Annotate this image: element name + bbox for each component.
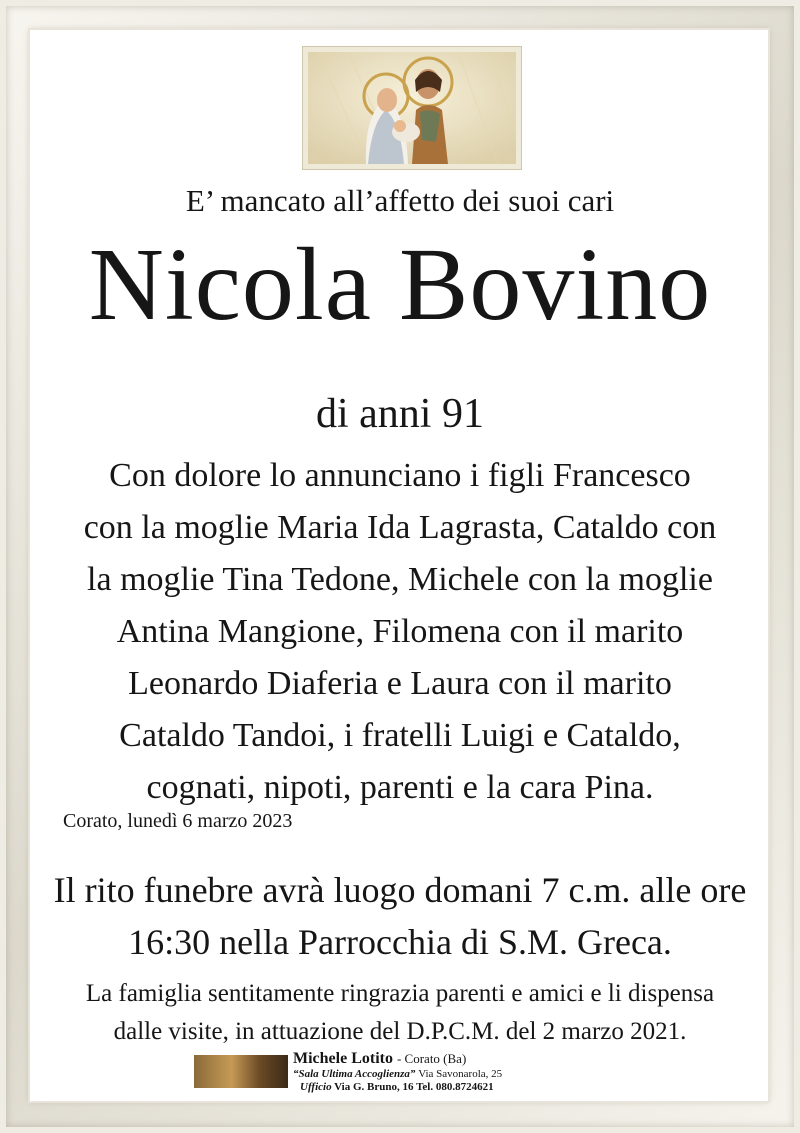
company-city: - Corato (Ba) <box>396 1051 467 1066</box>
funeral-home-logo <box>194 1055 288 1088</box>
announcement-line: la moglie Tina Tedone, Michele con la moglie <box>87 561 713 598</box>
hall-address: Via Savonarola, 25 <box>418 1068 503 1080</box>
intro-text: E’ mancato all’affetto dei suoi cari <box>185 183 615 218</box>
funeral-home-hall <box>293 1068 502 1080</box>
announcement-line: Cataldo Tandoi, i fratelli Luigi e Cataldo, <box>119 717 681 754</box>
funeral-home-name <box>293 1050 466 1068</box>
funeral-home-footer <box>194 1052 614 1092</box>
deceased-name: Nicola Bovino <box>88 227 712 342</box>
office-label: Ufficio <box>300 1081 332 1093</box>
deceased-age: di anni 91 <box>316 391 484 437</box>
office-phone: Tel. 080.8724621 <box>416 1081 494 1093</box>
company-name: Michele Lotito <box>293 1050 393 1067</box>
funeral-line: Il rito funebre avrà luogo domani 7 c.m. alle ore <box>53 870 747 910</box>
office-address: Via G. Bruno, 16 <box>334 1081 414 1093</box>
announcement-line: cognati, nipoti, parenti e la cara Pina. <box>146 769 654 806</box>
announcement-line: con la moglie Maria Ida Lagrasta, Cataldo con <box>83 509 717 546</box>
announcement-line: Con dolore lo annunciano i figli Francesco <box>109 457 691 494</box>
announcement-line: Leonardo Diaferia e Laura con il marito <box>128 665 672 702</box>
thanks-line: La famiglia sentitamente ringrazia parenti e amici e li dispensa <box>85 980 715 1007</box>
holy-family-image <box>302 46 522 170</box>
funeral-home-office <box>300 1081 494 1093</box>
announcement-text <box>0 450 800 814</box>
funeral-info <box>0 864 800 968</box>
dateline: Corato, lunedì 6 marzo 2023 <box>63 810 293 832</box>
hall-name: “Sala Ultima Accoglienza” <box>293 1068 416 1080</box>
announcement-line: Antina Mangione, Filomena con il marito <box>116 613 684 650</box>
thanks-line: dalle visite, in attuazione del D.P.C.M. del 2 marzo 2021. <box>113 1018 687 1045</box>
funeral-line: 16:30 nella Parrocchia di S.M. Greca. <box>128 922 672 962</box>
holy-family-icon <box>308 52 516 164</box>
thanks-text <box>0 975 800 1051</box>
